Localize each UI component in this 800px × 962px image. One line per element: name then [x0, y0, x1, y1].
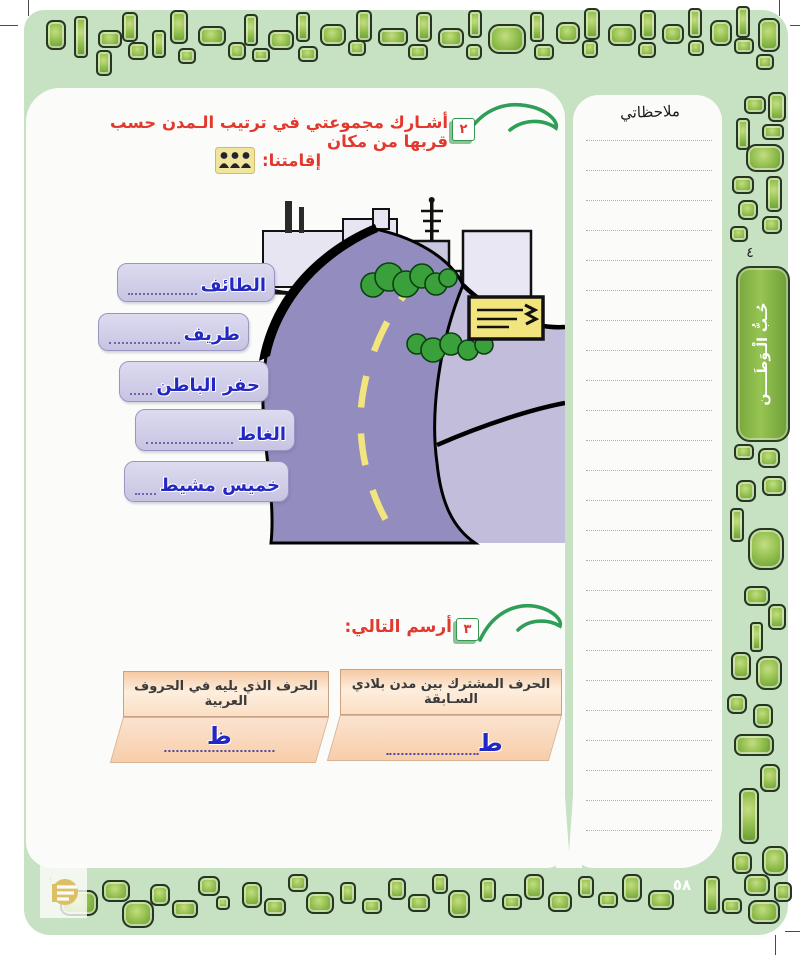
table-left-floor	[110, 717, 329, 763]
bead-decoration	[638, 42, 656, 58]
note-dotted-line	[586, 290, 712, 291]
city-box	[117, 263, 275, 302]
bead-decoration	[756, 656, 782, 690]
bead-decoration	[388, 878, 406, 900]
note-dotted-line	[586, 410, 712, 411]
bead-decoration	[468, 10, 482, 38]
bead-decoration	[288, 874, 308, 892]
billboard-sign	[469, 297, 543, 339]
dotted-line	[146, 426, 233, 444]
bead-decoration	[734, 38, 754, 54]
note-dotted-line	[586, 320, 712, 321]
bead-decoration	[244, 14, 258, 46]
note-dotted-line	[586, 620, 712, 621]
bead-decoration	[746, 144, 784, 172]
bead-decoration	[298, 46, 318, 62]
publisher-logo	[40, 862, 87, 918]
activity1-number-badge: ٢	[452, 118, 475, 141]
bead-decoration	[178, 48, 196, 64]
bead-decoration	[216, 896, 230, 910]
bead-decoration	[432, 874, 448, 894]
bead-decoration	[198, 876, 220, 896]
bead-decoration	[608, 24, 636, 46]
bead-decoration	[320, 24, 346, 46]
bead-decoration	[762, 846, 788, 876]
note-dotted-line	[586, 530, 712, 531]
table-right-header: الحرف المشترك بين مدن بلادي السـابقة	[340, 669, 562, 715]
city-name: الغاط	[237, 424, 286, 445]
bead-decoration	[122, 900, 154, 928]
bead-decoration	[74, 16, 88, 58]
notes-title: ملاحظاتي	[619, 101, 681, 123]
dotted-answer-line	[386, 743, 478, 755]
city-box	[124, 461, 289, 502]
note-dotted-line	[586, 650, 712, 651]
bead-decoration	[622, 874, 642, 902]
bead-decoration	[730, 508, 744, 542]
crop-mark	[28, 0, 29, 16]
bead-decoration	[768, 92, 786, 122]
bead-decoration	[736, 480, 756, 502]
bead-decoration	[758, 448, 780, 468]
bead-decoration	[736, 6, 750, 38]
bead-decoration	[734, 734, 774, 756]
dotted-line	[128, 277, 197, 295]
bead-decoration	[731, 652, 751, 680]
notes-panel	[573, 95, 722, 868]
bead-decoration	[578, 876, 594, 898]
activity1-prompt-line2	[215, 147, 321, 174]
city-name: طريف	[183, 324, 240, 345]
bead-decoration	[242, 882, 262, 908]
bead-decoration	[732, 176, 754, 194]
bead-decoration	[306, 892, 334, 914]
note-dotted-line	[586, 560, 712, 561]
bead-decoration	[170, 10, 188, 44]
bead-decoration	[378, 28, 408, 46]
bead-decoration	[198, 26, 226, 46]
svg-text:···: ···	[47, 877, 54, 882]
bead-decoration	[744, 96, 766, 114]
city-box	[98, 313, 249, 351]
note-dotted-line	[586, 350, 712, 351]
bead-decoration	[152, 30, 166, 58]
bead-decoration	[762, 216, 782, 234]
bead-decoration	[150, 884, 170, 906]
bead-decoration	[408, 44, 428, 60]
bead-decoration	[753, 704, 773, 728]
note-dotted-line	[586, 830, 712, 831]
crop-mark	[790, 25, 800, 26]
bead-decoration	[228, 42, 246, 60]
bead-decoration	[534, 44, 554, 60]
bead-decoration	[530, 12, 544, 42]
note-dotted-line	[586, 470, 712, 471]
dotted-answer-line	[164, 748, 274, 752]
bead-decoration	[98, 30, 122, 48]
note-dotted-line	[586, 380, 712, 381]
crop-mark	[785, 931, 800, 932]
bead-decoration	[640, 10, 656, 40]
unit-side-tab-label: حُـبُّ الْـوَطَــــن	[755, 302, 771, 406]
bead-decoration	[662, 24, 684, 44]
bead-decoration	[296, 12, 310, 42]
activity1-prompt-line2-text: إقامتنا:	[262, 151, 322, 170]
bead-decoration	[416, 12, 432, 42]
bead-decoration	[774, 882, 792, 902]
bead-decoration	[734, 444, 754, 460]
bead-decoration	[556, 22, 580, 44]
bead-decoration	[548, 892, 572, 912]
bead-decoration	[730, 226, 748, 242]
note-dotted-line	[586, 710, 712, 711]
city-name: الطائف	[200, 275, 266, 296]
bead-decoration	[172, 900, 198, 918]
bead-decoration	[268, 30, 294, 50]
bead-decoration	[46, 20, 66, 50]
answer-letter-common: ط	[477, 729, 503, 757]
note-dotted-line	[586, 170, 712, 171]
bead-decoration	[584, 8, 600, 40]
bead-decoration	[448, 890, 470, 918]
bead-decoration	[252, 48, 270, 62]
note-dotted-line	[586, 800, 712, 801]
unit-side-tab	[736, 266, 790, 442]
bead-decoration	[744, 874, 770, 896]
bead-decoration	[582, 40, 598, 58]
page-number: ٥٨	[672, 876, 692, 894]
bead-decoration	[524, 874, 544, 900]
activity1-prompt: أشـارك مجموعتي في ترتيب الـمدن حسب قربها من مكان	[110, 113, 448, 151]
bead-decoration	[750, 622, 763, 652]
bead-decoration	[722, 898, 742, 914]
unit-number: ٤	[746, 245, 754, 261]
bead-decoration	[739, 788, 759, 844]
crop-mark	[0, 25, 18, 26]
note-dotted-line	[586, 680, 712, 681]
activity2-number-badge: ٣	[456, 618, 479, 641]
bead-decoration	[128, 42, 148, 60]
bead-decoration	[362, 898, 382, 914]
bead-decoration	[688, 8, 702, 38]
bead-decoration	[96, 50, 112, 76]
note-dotted-line	[586, 590, 712, 591]
answer-letter-next: ظ	[206, 721, 232, 750]
bead-decoration	[762, 124, 784, 140]
section-swoosh	[478, 598, 564, 650]
table-right-floor	[327, 715, 562, 761]
bead-decoration	[264, 898, 286, 916]
note-dotted-line	[586, 200, 712, 201]
bead-decoration	[348, 40, 366, 56]
dotted-line	[135, 477, 156, 495]
activity2-prompt: أرسم التالي:	[344, 617, 452, 637]
bead-decoration	[102, 880, 130, 902]
bead-decoration	[340, 882, 356, 904]
city-box	[135, 409, 295, 451]
city-box	[119, 361, 269, 402]
bead-decoration	[768, 604, 786, 630]
bead-decoration	[408, 894, 430, 912]
bead-decoration	[736, 118, 750, 150]
note-dotted-line	[586, 440, 712, 441]
bead-decoration	[710, 20, 732, 46]
bead-decoration	[762, 476, 786, 496]
section-swoosh	[460, 96, 562, 148]
bead-decoration	[598, 892, 618, 908]
bead-decoration	[766, 176, 782, 212]
bead-decoration	[438, 28, 464, 48]
bead-decoration	[480, 878, 496, 902]
bead-decoration	[738, 200, 758, 220]
bead-decoration	[732, 852, 752, 874]
bead-decoration	[466, 44, 482, 60]
note-dotted-line	[586, 230, 712, 231]
bead-decoration	[756, 54, 774, 70]
crop-mark	[775, 935, 776, 955]
note-dotted-line	[586, 140, 712, 141]
group-work-icon	[215, 147, 255, 174]
bead-decoration	[744, 586, 770, 606]
city-name: خميس مشيط	[159, 475, 280, 496]
dotted-line	[130, 377, 152, 395]
dotted-line	[109, 326, 180, 344]
bead-decoration	[502, 894, 522, 910]
note-dotted-line	[586, 740, 712, 741]
note-dotted-line	[586, 500, 712, 501]
bead-decoration	[748, 528, 784, 570]
bead-decoration	[760, 764, 780, 792]
bead-decoration	[688, 40, 704, 56]
table-left-header: الحرف الذي يليه في الحروف العربية	[123, 671, 329, 717]
note-dotted-line	[586, 770, 712, 771]
note-dotted-line	[586, 260, 712, 261]
bead-decoration	[748, 900, 780, 924]
bead-decoration	[704, 876, 720, 914]
city-name: حفر الباطن	[156, 375, 260, 396]
bead-decoration	[122, 12, 138, 42]
bead-decoration	[758, 18, 780, 52]
panel-gap-point	[565, 796, 573, 852]
bead-decoration	[356, 10, 372, 42]
bead-decoration	[488, 24, 526, 54]
crop-mark	[779, 0, 780, 16]
bead-decoration	[727, 694, 747, 714]
